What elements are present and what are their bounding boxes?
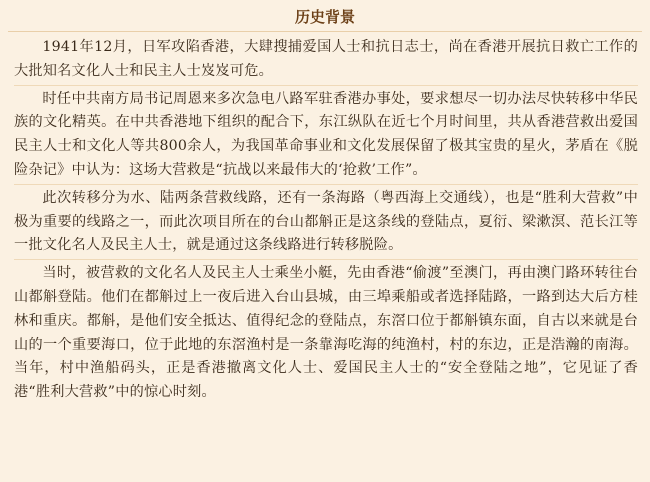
section-title: 历史背景 [294, 8, 355, 26]
paragraph-1: 1941年12月，日军攻陷香港，大肆搜捕爱国人士和抗日志士，尚在香港开展抗日救亡工作的大批知名文化人士和民主人士岌岌可危。 [14, 39, 638, 79]
paragraph-divider [14, 259, 638, 260]
paragraph-2: 时任中共南方局书记周恩来多次急电八路军驻香港办事处，要求想尽一切办法尽快转移中华民族的文化精英。在中共香港地下组织的配合下，东江纵队在近七个月时间里，共从香港营救出爱国民主人士和文化人等共800余人，为我国革命事业和文化发展保留了极其宝贵的星火，茅盾在《脱险杂记》中认为：这场大营救是“抗战以来最伟大的‘抢救’工作”。 [14, 90, 638, 178]
paragraph-divider [14, 85, 638, 86]
paragraph-4: 当时，被营救的文化名人及民主人士乘坐小艇，先由香港“偷渡”至澳门，再由澳门路环转往台山都斛登陆。他们在都斛过上一夜后进入台山县城，由三埠乘船或者选择陆路，一路到达大后方桂林和重庆。都斛，是他们安全抵达、值得纪念的登陆点，东滘口位于都斛镇东面，自古以来就是台山的一个重要海口，位于此地的东滘渔村是一条靠海吃海的纯渔村，村的东边，正是浩瀚的南海。当年，村中渔船码头，正是香港撤离文化人士、爱国民主人士的“安全登陆之地”，它见证了香港“胜利大营救”中的惊心时刻。 [14, 265, 638, 401]
paragraph-3: 此次转移分为水、陆两条营救线路，还有一条海路（粤西海上交通线），也是“胜利大营救”中极为重要的线路之一，而此次项目所在的台山都斛正是这条线的登陆点，夏衍、梁漱溟、范长江等一批文化名人及民主人士，就是通过这条线路进行转移脱险。 [14, 189, 638, 254]
article-body [14, 36, 638, 405]
paragraph-divider [14, 184, 638, 185]
title-divider [8, 31, 642, 32]
